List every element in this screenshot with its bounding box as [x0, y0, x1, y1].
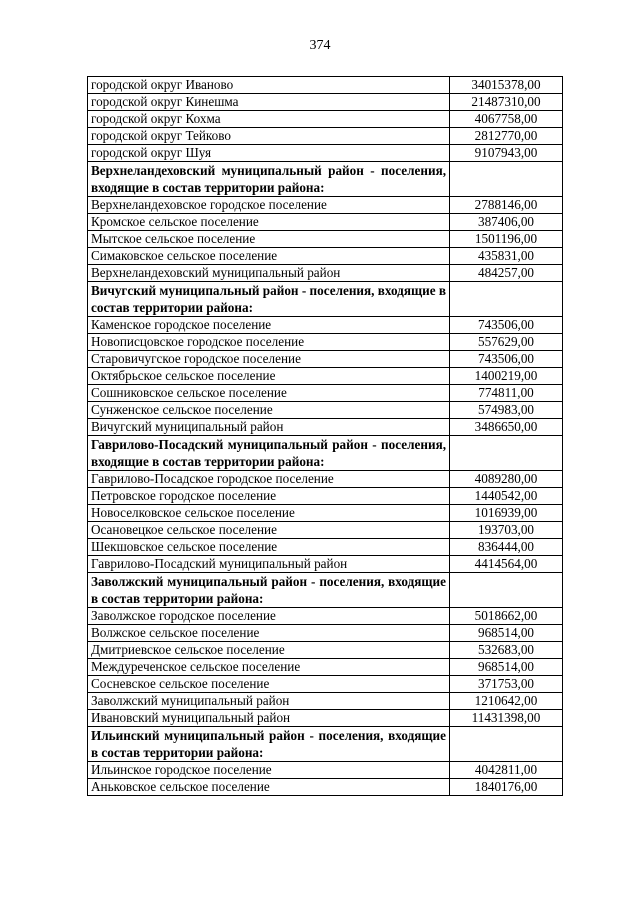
table-row [88, 385, 563, 402]
table-row [88, 368, 563, 385]
amount-cell: 532683,00 [450, 642, 563, 659]
territory-name-cell: Петровское городское поселение [88, 488, 450, 505]
table-row [88, 539, 563, 556]
territory-name-cell: Вичугский муниципальный район [88, 419, 450, 436]
amount-cell: 1400219,00 [450, 368, 563, 385]
territory-name-cell: Волжское сельское поселение [88, 625, 450, 642]
territory-name-cell: Новописцовское городское поселение [88, 334, 450, 351]
table-row [88, 402, 563, 419]
section-header-row [88, 282, 563, 317]
territory-name-cell: Мытское сельское поселение [88, 231, 450, 248]
amount-cell: 1016939,00 [450, 505, 563, 522]
amount-cell: 2812770,00 [450, 128, 563, 145]
territory-name-cell: Сунженское сельское поселение [88, 402, 450, 419]
amount-cell: 1840176,00 [450, 779, 563, 796]
territory-name-cell: городской округ Кохма [88, 111, 450, 128]
territory-name-cell: Гаврилово-Посадское городское поселение [88, 471, 450, 488]
territory-name-cell: Аньковское сельское поселение [88, 779, 450, 796]
amount-cell [450, 162, 563, 197]
amount-cell: 743506,00 [450, 351, 563, 368]
amount-cell: 193703,00 [450, 522, 563, 539]
section-header-cell: Вичугский муниципальный район - поселения, входящие в состав территории района: [88, 282, 450, 317]
table-body [88, 77, 563, 796]
amount-cell: 557629,00 [450, 334, 563, 351]
table-row [88, 214, 563, 231]
amount-cell: 484257,00 [450, 265, 563, 282]
territory-name-cell: Верхнеландеховское городское поселение [88, 197, 450, 214]
section-header-row [88, 162, 563, 197]
amount-cell: 4089280,00 [450, 471, 563, 488]
territory-name-cell: Заволжский муниципальный район [88, 693, 450, 710]
territory-name-cell: Заволжское городское поселение [88, 608, 450, 625]
amount-cell: 1210642,00 [450, 693, 563, 710]
amount-cell [450, 282, 563, 317]
amount-cell: 5018662,00 [450, 608, 563, 625]
table-row [88, 779, 563, 796]
amount-cell [450, 573, 563, 608]
table-row [88, 248, 563, 265]
amount-cell: 774811,00 [450, 385, 563, 402]
table-row [88, 94, 563, 111]
amount-cell: 21487310,00 [450, 94, 563, 111]
amount-cell: 387406,00 [450, 214, 563, 231]
territory-name-cell: городской округ Иваново [88, 77, 450, 94]
table-row [88, 231, 563, 248]
territory-name-cell: городской округ Кинешма [88, 94, 450, 111]
section-header-row [88, 573, 563, 608]
table-row [88, 265, 563, 282]
amount-cell: 1440542,00 [450, 488, 563, 505]
amount-cell: 435831,00 [450, 248, 563, 265]
table-row [88, 522, 563, 539]
table-row [88, 317, 563, 334]
table-row [88, 710, 563, 727]
table-row [88, 693, 563, 710]
table-row [88, 197, 563, 214]
table-row [88, 334, 563, 351]
territory-name-cell: городской округ Шуя [88, 145, 450, 162]
territory-name-cell: Верхнеландеховский муниципальный район [88, 265, 450, 282]
territory-name-cell: Кромское сельское поселение [88, 214, 450, 231]
territory-name-cell: Сошниковское сельское поселение [88, 385, 450, 402]
amount-cell: 836444,00 [450, 539, 563, 556]
amount-cell: 2788146,00 [450, 197, 563, 214]
table-row [88, 762, 563, 779]
amount-cell: 574983,00 [450, 402, 563, 419]
amount-cell [450, 436, 563, 471]
territory-name-cell: Октябрьское сельское поселение [88, 368, 450, 385]
table-row [88, 419, 563, 436]
territory-name-cell: Междуреченское сельское поселение [88, 659, 450, 676]
table-row [88, 145, 563, 162]
table-row [88, 77, 563, 94]
section-header-cell: Верхнеландеховский муниципальный район - поселения, входящие в состав территории района: [88, 162, 450, 197]
table-row [88, 642, 563, 659]
amount-cell: 968514,00 [450, 625, 563, 642]
amount-cell: 11431398,00 [450, 710, 563, 727]
territory-name-cell: Старовичугское городское поселение [88, 351, 450, 368]
territory-name-cell: Ильинское городское поселение [88, 762, 450, 779]
territory-name-cell: Каменское городское поселение [88, 317, 450, 334]
amount-cell: 4067758,00 [450, 111, 563, 128]
amount-cell: 4042811,00 [450, 762, 563, 779]
territory-name-cell: Гаврилово-Посадский муниципальный район [88, 556, 450, 573]
amount-cell: 1501196,00 [450, 231, 563, 248]
table-row [88, 556, 563, 573]
table-row [88, 659, 563, 676]
section-header-row [88, 436, 563, 471]
amount-cell: 9107943,00 [450, 145, 563, 162]
amount-cell: 4414564,00 [450, 556, 563, 573]
territory-name-cell: городской округ Тейково [88, 128, 450, 145]
amount-cell [450, 727, 563, 762]
section-header-cell: Заволжский муниципальный район - поселения, входящие в состав территории района: [88, 573, 450, 608]
page-number: 374 [309, 38, 331, 53]
territory-name-cell: Ивановский муниципальный район [88, 710, 450, 727]
amount-cell: 371753,00 [450, 676, 563, 693]
territory-name-cell: Осановецкое сельское поселение [88, 522, 450, 539]
section-header-cell: Гаврилово-Посадский муниципальный район - поселения, входящие в состав территории района: [88, 436, 450, 471]
amount-cell: 34015378,00 [450, 77, 563, 94]
table-row [88, 111, 563, 128]
table-row [88, 505, 563, 522]
amount-cell: 743506,00 [450, 317, 563, 334]
table-row [88, 488, 563, 505]
table-row [88, 128, 563, 145]
territory-name-cell: Новоселковское сельское поселение [88, 505, 450, 522]
section-header-row [88, 727, 563, 762]
territory-name-cell: Шекшовское сельское поселение [88, 539, 450, 556]
table-row [88, 608, 563, 625]
table-row [88, 471, 563, 488]
territory-name-cell: Дмитриевское сельское поселение [88, 642, 450, 659]
territory-name-cell: Симаковское сельское поселение [88, 248, 450, 265]
amount-cell: 3486650,00 [450, 419, 563, 436]
amount-cell: 968514,00 [450, 659, 563, 676]
table-row [88, 676, 563, 693]
budget-table [87, 76, 563, 796]
section-header-cell: Ильинский муниципальный район - поселения, входящие в состав территории района: [88, 727, 450, 762]
table-row [88, 351, 563, 368]
territory-name-cell: Сосневское сельское поселение [88, 676, 450, 693]
table-row [88, 625, 563, 642]
